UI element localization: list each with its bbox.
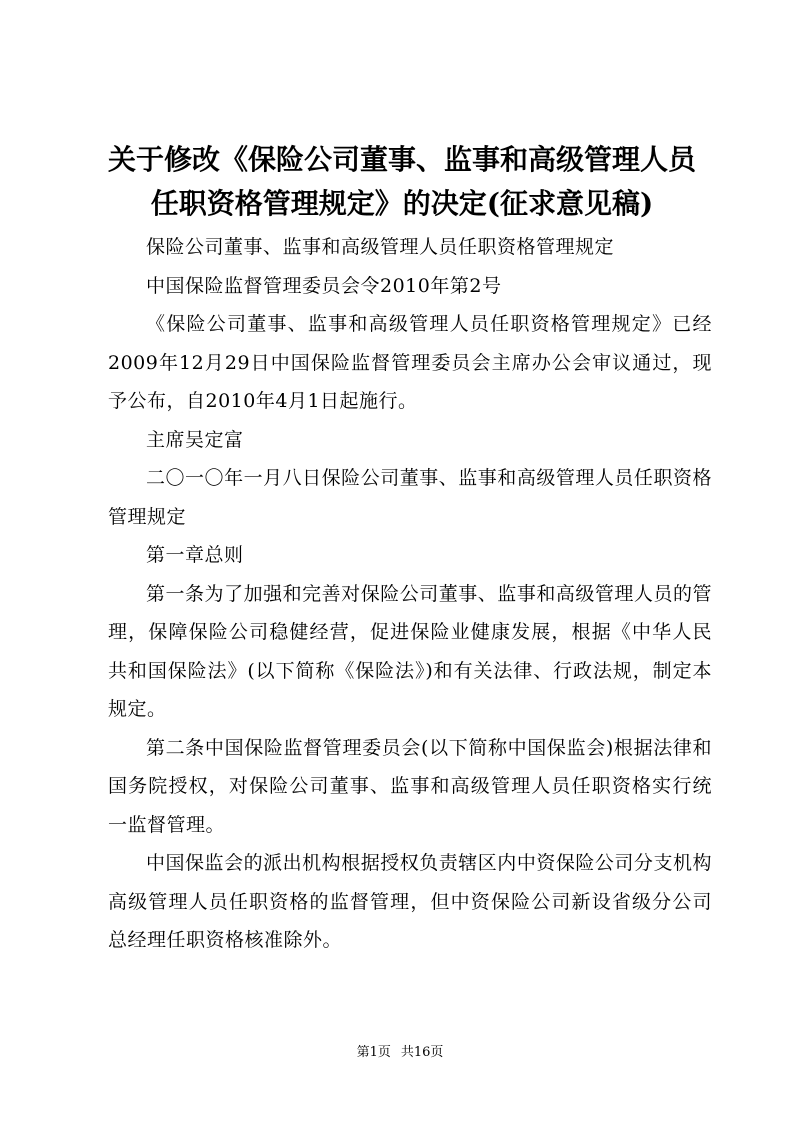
- document-title: 关于修改《保险公司董事、监事和高级管理人员任职资格管理规定》的决定(征求意见稿): [107, 143, 696, 220]
- paragraph-chairman: 主席吴定富: [146, 428, 244, 451]
- paragraph-article-1: 第一条为了加强和完善对保险公司董事、监事和高级管理人员的管理，保障保险公司稳健经营，促进保险业健康发展，根据《中华人民共和国保险法》(以下简称《保险法》)和有关法律、行政法规，制定本规定。: [108, 582, 712, 720]
- paragraph-dispatched-agencies: 中国保监会的派出机构根据授权负责辖区内中资保险公司分支机构高级管理人员任职资格的监督管理，但中资保险公司新设省级分公司总经理任职资格核准除外。: [108, 852, 712, 951]
- page-total: 共16页: [400, 1045, 444, 1060]
- paragraph-regulation-name: 保险公司董事、监事和高级管理人员任职资格管理规定: [146, 236, 615, 258]
- paragraph-announcement: 《保险公司董事、监事和高级管理人员任职资格管理规定》已经2009年12月29日中国保险监督管理委员会主席办公会审议通过，现予公布，自2010年4月1日起施行。: [108, 313, 712, 412]
- paragraph-chapter-heading: 第一章总则: [146, 544, 244, 566]
- paragraph-date-and-title: 二〇一〇年一月八日保险公司董事、监事和高级管理人员任职资格管理规定: [108, 467, 712, 528]
- page-footer: [0, 1043, 800, 1063]
- paragraph-order-number: 中国保险监督管理委员会令2010年第2号: [146, 274, 502, 297]
- page-number: 第1页: [356, 1045, 391, 1060]
- paragraph-article-2: 第二条中国保险监督管理委员会(以下简称中国保监会)根据法律和国务院授权，对保险公司董事、监事和高级管理人员任职资格实行统一监督管理。: [108, 736, 712, 836]
- document-body: [108, 228, 712, 960]
